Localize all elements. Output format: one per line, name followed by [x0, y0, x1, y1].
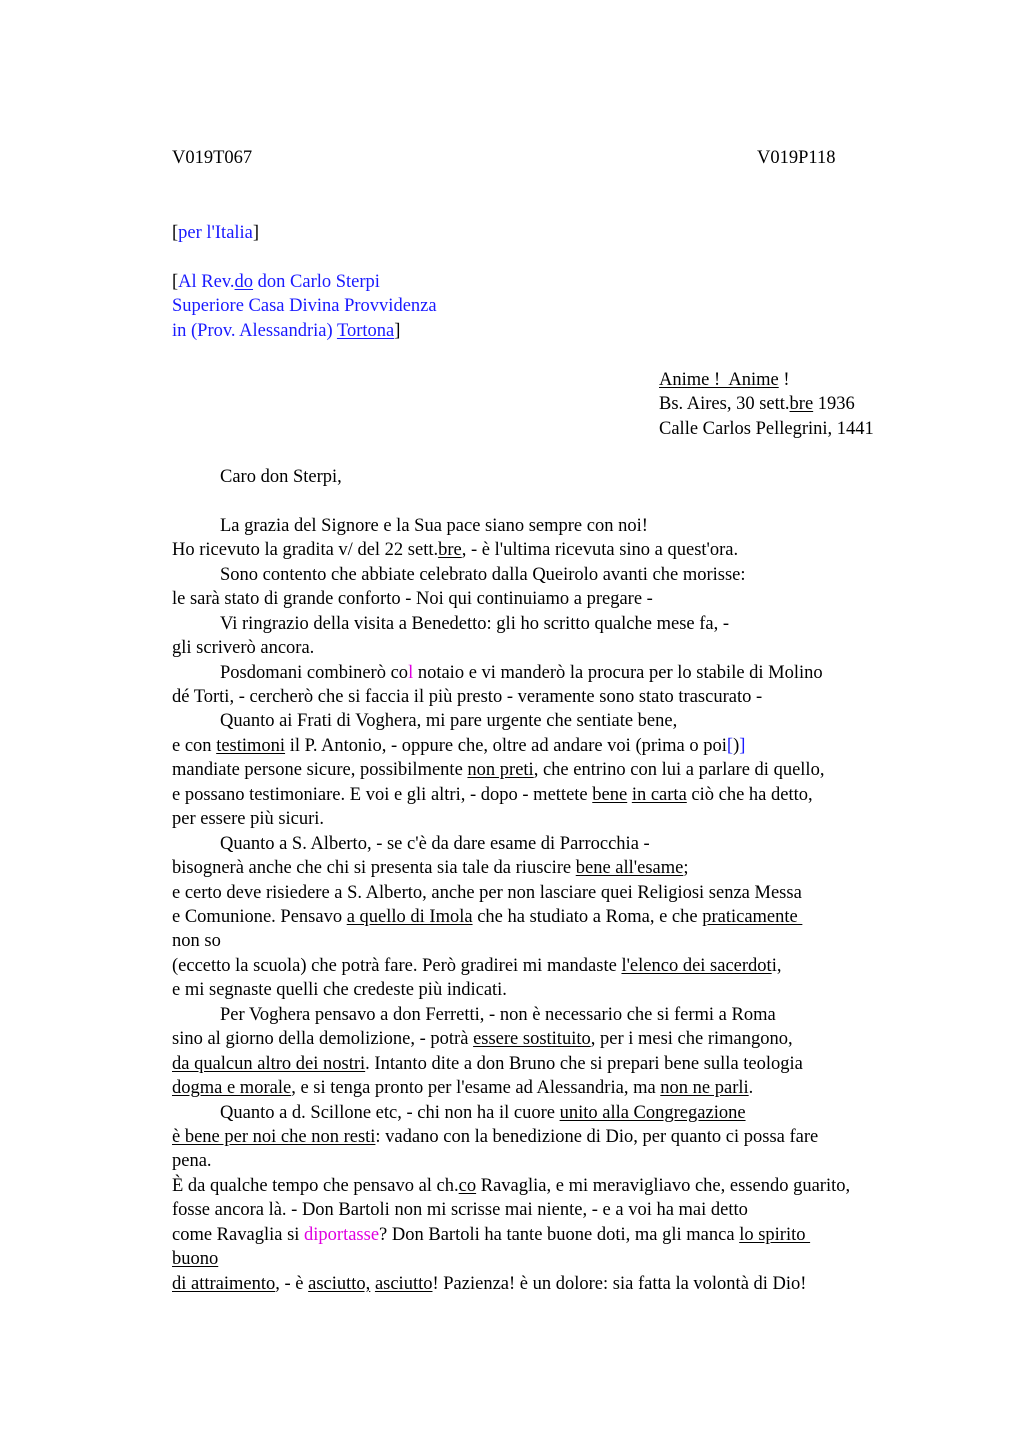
- body-line: fosse ancora là. - Don Bartoli non mi scrisse mai niente, - e a voi ha mai detto: [172, 1200, 748, 1220]
- date-line: Bs. Aires, 30 sett.bre 1936: [659, 394, 855, 414]
- body-line: Sono contento che abbiate celebrato dalla Queirolo avanti che morisse:: [220, 565, 746, 585]
- body-line: e certo deve risiedere a S. Alberto, anche per non lasciare quei Religiosi senza Messa: [172, 883, 802, 903]
- body-line: Quanto a d. Scillone etc, - chi non ha il cuore unito alla Congregazione: [220, 1103, 746, 1123]
- body-line: sino al giorno della demolizione, - potrà essere sostituito, per i mesi che rimangono,: [172, 1029, 793, 1049]
- body-line: Quanto ai Frati di Voghera, mi pare urgente che sentiate bene,: [220, 711, 678, 731]
- archive-id-left: V019T067: [172, 148, 253, 168]
- body-line: dé Torti, - cercherò che si faccia il più presto - veramente sono stato trascurato -: [172, 687, 763, 707]
- address-line-2: Superiore Casa Divina Provvidenza: [172, 296, 437, 316]
- body-line: Quanto a S. Alberto, - se c'è da dare esame di Parrocchia -: [220, 834, 650, 854]
- body-line: bisognerà anche che chi si presenta sia tale da riuscire bene all'esame;: [172, 858, 689, 878]
- street-address: Calle Carlos Pellegrini, 1441: [659, 419, 874, 439]
- body-line: gli scriverò ancora.: [172, 638, 315, 658]
- body-line: e Comunione. Pensavo a quello di Imola che ha studiato a Roma, e che praticamente: [172, 907, 803, 927]
- body-line: Vi ringrazio della visita a Benedetto: gli ho scritto qualche mese fa, -: [220, 614, 730, 634]
- body-line: e con testimoni il P. Antonio, - oppure che, oltre ad andare voi (prima o poi[)]: [172, 736, 746, 756]
- body-line: per essere più sicuri.: [172, 809, 325, 829]
- address-line-3: in (Prov. Alessandria) Tortona]: [172, 321, 401, 341]
- body-line: (eccetto la scuola) che potrà fare. Però gradirei mi mandaste l'elenco dei sacerdoti,: [172, 956, 782, 976]
- body-line: e possano testimoniare. E voi e gli altri, - dopo - mettete bene in carta ciò che ha detto,: [172, 785, 813, 805]
- address-line-1: [Al Rev.do don Carlo Sterpi: [172, 272, 380, 292]
- body-line: mandiate persone sicure, possibilmente non preti, che entrino con lui a parlare di quello,: [172, 760, 825, 780]
- body-line: Per Voghera pensavo a don Ferretti, - non è necessario che si fermi a Roma: [220, 1005, 776, 1025]
- body-line: le sarà stato di grande conforto - Noi qui continuiamo a pregare -: [172, 589, 653, 609]
- archive-id-right: V019P118: [757, 148, 836, 168]
- salutation: Caro don Sterpi,: [220, 467, 342, 487]
- body-line: da qualcun altro dei nostri. Intanto dite a don Bruno che si prepari bene sulla teologia: [172, 1054, 803, 1074]
- motto: Anime ! Anime !: [659, 370, 790, 390]
- body-line: di attraimento, - è asciutto, asciutto! Pazienza! è un dolore: sia fatta la volontà di Dio!: [172, 1274, 807, 1294]
- body-line: e mi segnaste quelli che credeste più indicati.: [172, 980, 507, 1000]
- body-line: La grazia del Signore e la Sua pace siano sempre con noi!: [220, 516, 648, 536]
- destination-note: [per l'Italia]: [172, 223, 260, 243]
- body-line: non so: [172, 931, 221, 951]
- body-line: buono: [172, 1249, 219, 1269]
- body-line: È da qualche tempo che pensavo al ch.co Ravaglia, e mi meravigliavo che, essendo guarito,: [172, 1176, 851, 1196]
- body-line: Posdomani combinerò col notaio e vi manderò la procura per lo stabile di Molino: [220, 663, 823, 683]
- body-line: è bene per noi che non resti: vadano con la benedizione di Dio, per quanto ci possa fare: [172, 1127, 819, 1147]
- body-line: pena.: [172, 1151, 212, 1171]
- body-line: come Ravaglia si diportasse? Don Bartoli ha tante buone doti, ma gli manca lo spirito: [172, 1225, 811, 1245]
- body-line: dogma e morale, e si tenga pronto per l'esame ad Alessandria, ma non ne parli.: [172, 1078, 754, 1098]
- body-line: Ho ricevuto la gradita v/ del 22 sett.bre, - è l'ultima ricevuta sino a quest'ora.: [172, 540, 739, 560]
